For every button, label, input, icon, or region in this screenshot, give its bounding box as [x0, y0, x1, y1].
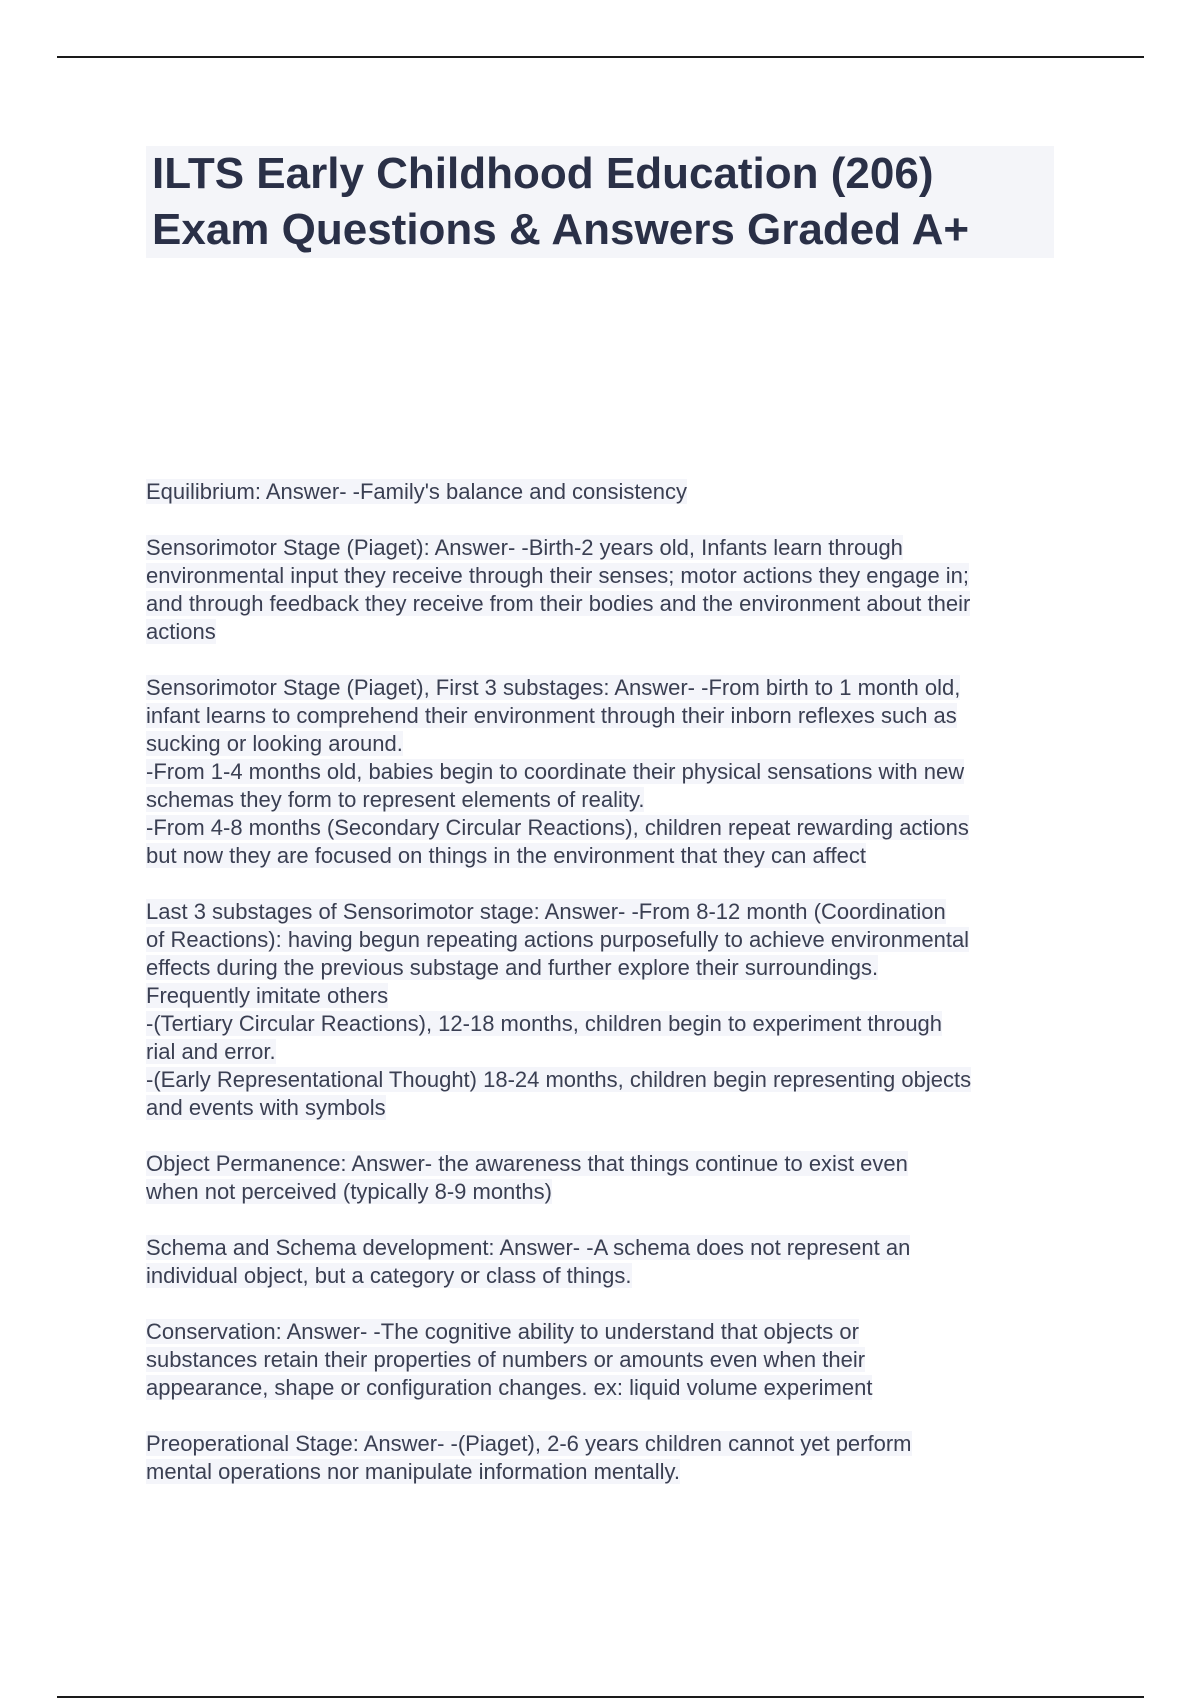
text-line: actions — [146, 619, 216, 644]
qa-entry-schema — [146, 1234, 1066, 1290]
text-line: Object Permanence: Answer- the awareness that things continue to exist even — [146, 1151, 908, 1176]
qa-entry-first-3-substages — [146, 674, 1066, 870]
bottom-rule — [57, 1696, 1144, 1698]
qa-entry-conservation — [146, 1318, 1066, 1402]
text-line: Conservation: Answer- -The cognitive ability to understand that objects or — [146, 1319, 859, 1344]
qa-entry-object-permanence — [146, 1150, 1066, 1206]
text-line: sucking or looking around. — [146, 731, 403, 756]
qa-list — [146, 478, 1066, 1514]
text-line: -From 1-4 months old, babies begin to coordinate their physical sensations with new — [146, 759, 965, 784]
text-line: effects during the previous substage and further explore their surroundings. — [146, 955, 879, 980]
qa-entry-sensorimotor-stage — [146, 534, 1066, 646]
qa-entry-equilibrium — [146, 478, 1066, 506]
text-line: -(Tertiary Circular Reactions), 12-18 months, children begin to experiment through — [146, 1011, 943, 1036]
text-line: individual object, but a category or class of things. — [146, 1263, 632, 1288]
text-line: Frequently imitate others — [146, 983, 389, 1008]
text-line: Schema and Schema development: Answer- -A schema does not represent an — [146, 1235, 911, 1260]
text-line: mental operations nor manipulate information mentally. — [146, 1459, 680, 1484]
text-line: and through feedback they receive from their bodies and the environment about their — [146, 591, 971, 616]
text-line: -(Early Representational Thought) 18-24 months, children begin representing objects — [146, 1067, 972, 1092]
top-rule — [57, 56, 1144, 58]
text-line: of Reactions): having begun repeating actions purposefully to achieve environmental — [146, 927, 970, 952]
document-title — [146, 146, 1054, 258]
text-line: -From 4-8 months (Secondary Circular Reactions), children repeat rewarding actions — [146, 815, 969, 840]
text-line: substances retain their properties of numbers or amounts even when their — [146, 1347, 866, 1372]
text-line: when not perceived (typically 8-9 months) — [146, 1179, 552, 1204]
text-line: infant learns to comprehend their environment through their inborn reflexes such as — [146, 703, 957, 728]
title-line: Exam Questions & Answers Graded A+ — [152, 205, 970, 254]
text-line: Sensorimotor Stage (Piaget), First 3 substages: Answer- -From birth to 1 month old, — [146, 675, 961, 700]
text-line: Equilibrium: Answer- -Family's balance and consistency — [146, 479, 687, 504]
text-line: Last 3 substages of Sensorimotor stage: Answer- -From 8-12 month (Coordination — [146, 899, 946, 924]
text-line: Sensorimotor Stage (Piaget): Answer- -Birth-2 years old, Infants learn through — [146, 535, 903, 560]
text-line: schemas they form to represent elements of reality. — [146, 787, 645, 812]
qa-entry-preoperational-stage — [146, 1430, 1066, 1486]
title-line: ILTS Early Childhood Education (206) — [152, 149, 934, 198]
text-line: rial and error. — [146, 1039, 276, 1064]
text-line: and events with symbols — [146, 1095, 386, 1120]
qa-entry-last-3-substages — [146, 898, 1066, 1122]
text-line: Preoperational Stage: Answer- -(Piaget), 2-6 years children cannot yet perform — [146, 1431, 912, 1456]
text-line: but now they are focused on things in the environment that they can affect — [146, 843, 866, 868]
text-line: appearance, shape or configuration changes. ex: liquid volume experiment — [146, 1375, 873, 1400]
text-line: environmental input they receive through their senses; motor actions they engage in; — [146, 563, 970, 588]
